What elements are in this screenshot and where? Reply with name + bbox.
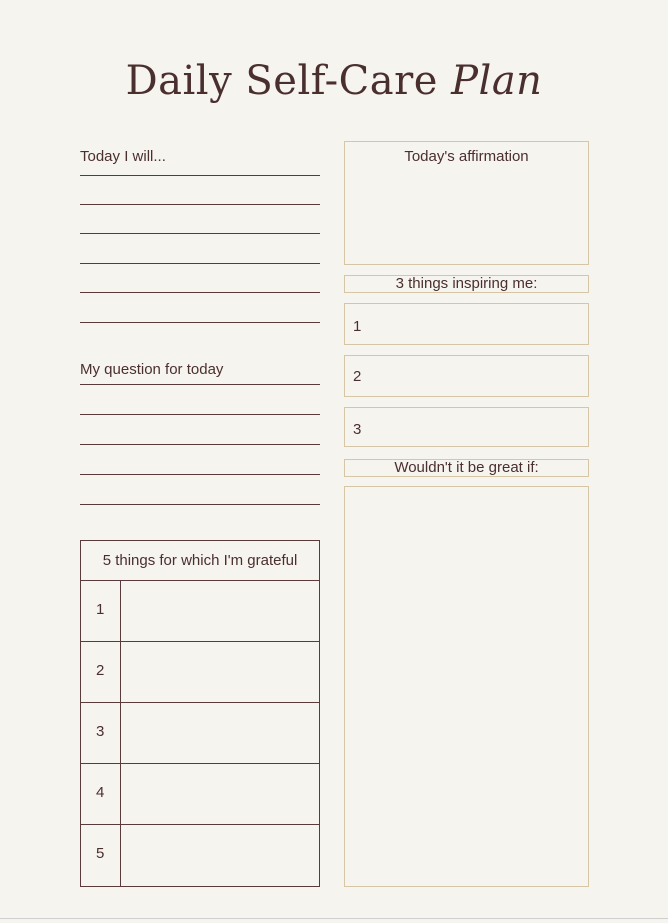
grateful-row[interactable] bbox=[81, 581, 319, 642]
inspiring-item-3[interactable] bbox=[344, 407, 589, 447]
today-line-3[interactable] bbox=[80, 233, 320, 234]
today-line-6[interactable] bbox=[80, 322, 320, 323]
grateful-row[interactable] bbox=[81, 764, 319, 825]
page-title bbox=[0, 58, 668, 104]
grateful-entry-2[interactable] bbox=[121, 642, 319, 702]
question-line-3[interactable] bbox=[80, 444, 320, 445]
question-line-2[interactable] bbox=[80, 414, 320, 415]
inspiring-item-2[interactable] bbox=[344, 355, 589, 397]
inspiring-number: 3 bbox=[353, 421, 362, 438]
grateful-row[interactable] bbox=[81, 642, 319, 703]
inspiring-header: 3 things inspiring me: bbox=[344, 275, 589, 293]
today-line-5[interactable] bbox=[80, 292, 320, 293]
question-label: My question for today bbox=[80, 361, 224, 378]
title-main: Daily Self-Care bbox=[125, 58, 438, 104]
affirmation-label: Today's affirmation bbox=[404, 148, 529, 165]
inspiring-item-1[interactable] bbox=[344, 303, 589, 345]
grateful-entry-1[interactable] bbox=[121, 581, 319, 641]
today-line-1[interactable] bbox=[80, 175, 320, 176]
grateful-table bbox=[80, 540, 320, 887]
today-line-2[interactable] bbox=[80, 204, 320, 205]
grateful-number: 5 bbox=[81, 825, 121, 886]
grateful-entry-3[interactable] bbox=[121, 703, 319, 763]
today-will-label: Today I will... bbox=[80, 148, 166, 165]
grateful-number: 4 bbox=[81, 764, 121, 824]
inspiring-number: 2 bbox=[353, 368, 362, 385]
inspiring-number: 1 bbox=[353, 318, 362, 335]
grateful-number: 3 bbox=[81, 703, 121, 763]
grateful-entry-5[interactable] bbox=[121, 825, 319, 886]
grateful-number: 2 bbox=[81, 642, 121, 702]
grateful-header: 5 things for which I'm grateful bbox=[81, 541, 319, 581]
affirmation-box[interactable] bbox=[344, 141, 589, 265]
great-if-box[interactable] bbox=[344, 486, 589, 887]
title-italic: Plan bbox=[451, 58, 543, 104]
great-if-header: Wouldn't it be great if: bbox=[344, 459, 589, 477]
question-line-1[interactable] bbox=[80, 384, 320, 385]
grateful-entry-4[interactable] bbox=[121, 764, 319, 824]
grateful-row[interactable] bbox=[81, 703, 319, 764]
today-line-4[interactable] bbox=[80, 263, 320, 264]
page-bottom-divider bbox=[0, 918, 668, 919]
grateful-number: 1 bbox=[81, 581, 121, 641]
question-line-4[interactable] bbox=[80, 474, 320, 475]
question-line-5[interactable] bbox=[80, 504, 320, 505]
grateful-row[interactable] bbox=[81, 825, 319, 886]
